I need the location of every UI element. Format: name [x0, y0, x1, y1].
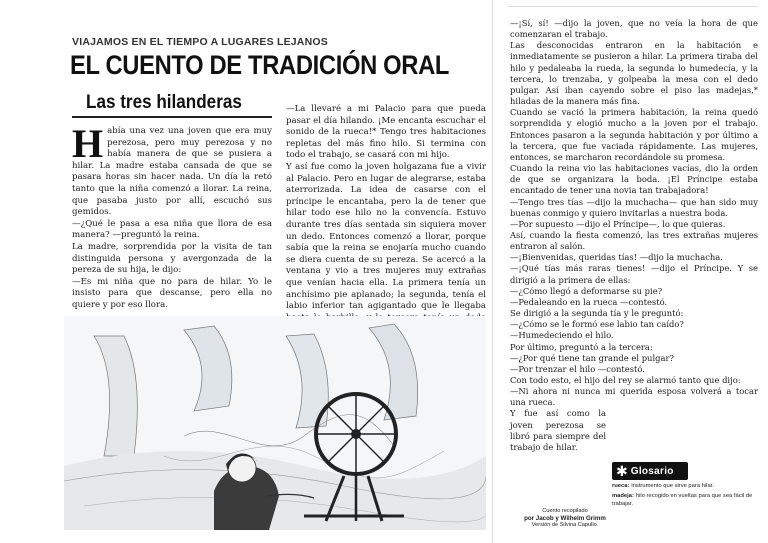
paragraph: —¿Por qué tiene tan grande el pulgar?: [510, 352, 674, 363]
paragraph: —¿Cómo llegó a deformarse su pie?: [510, 285, 663, 296]
paragraph: Las desconocidas entraron en la habitación e inmediatamente se pusieron a hilar. La primera tiraba del hilo y pedaleaba la rueda, la segunda lo humedecía, y la tercera, lo trenzaba, y golpeaba la mesa con el dedo pulgar. Así iban cayendo sobre el piso las madejas,* hiladas de la manera más fina.: [510, 40, 758, 107]
paragraph: —Pedaleando en la rueca —contestó.: [510, 296, 668, 307]
story-column-right: [510, 18, 758, 453]
asterisk-icon: ✱: [616, 463, 628, 479]
credit-version: Versión de Silvina Capullo.: [531, 522, 599, 529]
glossary-entry: [612, 493, 762, 508]
paragraph: —¡Qué tías más raras tienes! —dijo el Príncipe. Y se dirigió a la primera de ellas:: [510, 263, 758, 285]
paragraph: Cuando la reina vio las habitaciones vacías, dio la orden de que se organizara la boda. ¡El Príncipe estaba encantado de tener una novia tan trabajadora!: [510, 163, 758, 196]
story-credit: [520, 508, 610, 530]
title-underline: [72, 116, 272, 118]
credit-authors: por Jacob y Wilhelm Grimm: [524, 515, 606, 523]
paragraph: —Ni ahora ni nunca mi querida esposa volverá a tocar una rueca.: [510, 386, 758, 408]
paragraph: —Por supuesto —dijo el Príncipe—, lo que quieras.: [510, 218, 726, 229]
paragraph: —¿Qué le pasa a esa niña que llora de esa manera? —preguntó la reina.: [72, 218, 272, 241]
first-paragraph-text: abía una vez una joven que era muy perezosa, pero muy perezosa y no había manera de que se pusiera a hilar. La madre estaba cansada de que se pasara horas sin hacer nada. Un día la retó tanto que la niña comenzó a llorar. La reina, que pasaba justo por allí, escuchó sus gemidos.: [72, 126, 272, 218]
paragraph: —Es mi niña que no para de hilar. Yo le insisto para que descanse, pero ella no quiere y por eso llora.: [72, 276, 272, 310]
glossary-header: [612, 462, 688, 480]
paragraph: Y fue así como la joven perezosa se libró para siempre del trabajo de hilar.: [510, 408, 606, 452]
glossary-box: [612, 462, 762, 508]
story-illustration: [64, 316, 486, 530]
first-paragraph: [72, 121, 272, 219]
paragraph: —¡Sí, sí! —dijo la joven, que no veía la hora de que comenzaran el trabajo.: [510, 18, 758, 40]
paragraph: Con todo esto, el hijo del rey se alarmó tanto que dijo:: [510, 375, 741, 385]
paragraph: —¿Cómo se le formó ese labio tan caído?: [510, 319, 684, 330]
glossary-term: madeja:: [612, 493, 634, 500]
paragraph: Cuando se vació la primera habitación, la reina quedó sorprendida y elogió mucho a la joven por el trabajo. Entonces pasaron a la segunda habitación y por último a la tercera, que fue vaciada rápidamente. Las mujeres, entonces, se marcharon recordándole su promesa.: [510, 107, 758, 162]
paragraph: Por último, preguntó a la tercera:: [510, 341, 653, 352]
paragraph: —La llevaré a mi Palacio para que pueda pasar el día hilando. ¡Me encanta escuchar el sonido de la rueca!* Tengo tres habitaciones repletas del más fino hilo. Si termina con todo el trabajo, se casará con mi hijo.: [286, 104, 486, 161]
glossary-definition: instrumento que sirve para hilar.: [631, 483, 714, 489]
glossary-title: Glosario: [630, 465, 674, 477]
paragraph: Y así fue como la joven holgazana fue a vivir al Palacio. Pero en lugar de alegrarse, estaba aterrorizada. La idea de casarse con el príncipe le encantaba, pero la de tener que hilar todo ese hilo no la convencía. Estuvo durante tres días sentada sin siquiera mover un dedo. Entonces comenzó a llorar, porque sabía que la reina se enojaría mucho cuando se diera cuenta de su pereza. Se acercó a la ventana y vio a tres mujeres muy extrañas que venían hacia ella. La primera tenía un anchísimo pie aplanado; la segunda, tenía el labio inferior tan agigantado que le llegaba: [286, 161, 486, 312]
paragraph: Se dirigió a la segunda tía y le preguntó:: [510, 308, 684, 319]
glossary-definition: hilo recogido en vueltas para que sea fácil de trabajar.: [612, 493, 753, 507]
paragraph: —Tengo tres tías —dijo la muchacha— que han sido muy buenas conmigo y quiero invitarlas a nuestra boda.: [510, 196, 758, 218]
paragraph: —Humedeciendo el hilo.: [510, 330, 614, 341]
glossary-term: rueca:: [612, 483, 630, 489]
glossary-entry: [612, 483, 762, 490]
page-title: EL CUENTO DE TRADICIÓN ORAL: [70, 50, 450, 80]
section-kicker: VIAJAMOS EN EL TIEMPO A LUGARES LEJANOS: [72, 36, 328, 48]
divider: [508, 6, 758, 7]
story-title: Las tres hilanderas: [86, 92, 242, 113]
credit-line: Cuento recopilado: [542, 508, 588, 514]
paragraph: —Por trenzar el hilo —contestó.: [510, 363, 645, 374]
paragraph: La madre, sorprendida por la visita de tan distinguida persona y avergonzada de la pereza de su hija, le dijo:: [72, 241, 272, 276]
dropcap: H: [72, 121, 104, 166]
story-column-left: [72, 121, 272, 312]
paragraph: Así, cuando la fiesta comenzó, las tres extrañas mujeres entraron al salón.: [510, 229, 758, 252]
paragraph: —¡Bienvenidas, queridas tías! —dijo la muchacha.: [510, 252, 723, 263]
